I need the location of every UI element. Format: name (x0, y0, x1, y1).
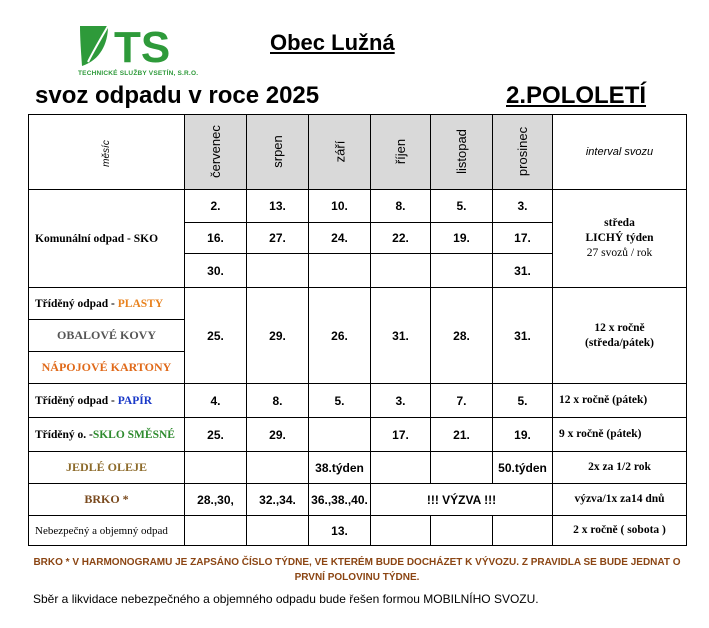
month-header: říjen (371, 115, 431, 190)
schedule-table (28, 114, 687, 546)
table-cell: 50.týden (493, 452, 553, 484)
label-prefix: Tříděný o. - (35, 428, 93, 441)
brko-note: BRKO * V HARMONOGRAMU JE ZAPSÁNO ČÍSLO TÝDNE, VE KTERÉM BUDE DOCHÁZET K VÝVOZU. Z PRAVIDLA SE BUDE JEDNAT O PRVNÍ POLOVINU TÝDNE. (33, 557, 681, 583)
plasty-label (29, 288, 185, 320)
table-cell (371, 254, 431, 288)
table-cell: 29. (247, 418, 309, 452)
table-cell: 16. (185, 223, 247, 254)
table-cell: 3. (493, 190, 553, 223)
table-cell: 21. (431, 418, 493, 452)
sko-interval (553, 190, 687, 288)
table-cell: 38.týden (309, 452, 371, 484)
interval-line: (středa/pátek) (585, 336, 654, 349)
logo-subtitle: TECHNICKÉ SLUŽBY VSETÍN, S.R.O. (78, 70, 199, 77)
month-header: prosinec (493, 115, 553, 190)
table-cell: 13. (309, 516, 371, 546)
interval-line: 12 x ročně (594, 321, 645, 334)
brko-vyzva: !!! VÝZVA !!! (371, 484, 553, 516)
papir-name: PAPÍR (117, 394, 153, 407)
table-cell: 19. (493, 418, 553, 452)
table-cell: 8. (247, 384, 309, 418)
table-cell: 2. (185, 190, 247, 223)
table-cell (309, 418, 371, 452)
table-cell: 5. (309, 384, 371, 418)
sklo-name: SKLO SMĚSNÉ (92, 428, 175, 441)
table-cell: 32.,34. (247, 484, 309, 516)
month-header: listopad (431, 115, 493, 190)
sklo-interval: 9 x ročně (pátek) (553, 418, 687, 452)
plasty-name: PLASTY (117, 297, 164, 310)
table-row (29, 288, 687, 320)
table-row (29, 484, 687, 516)
table-cell (309, 254, 371, 288)
month-header: červenec (185, 115, 247, 190)
table-cell (371, 516, 431, 546)
table-cell (247, 254, 309, 288)
table-cell: 17. (493, 223, 553, 254)
interval-line: 27 svozů / rok (586, 247, 653, 259)
table-cell: 19. (431, 223, 493, 254)
sklo-label (29, 418, 185, 452)
header-row (29, 115, 687, 190)
brko-label: BRKO * (29, 484, 185, 516)
table-cell: 10. (309, 190, 371, 223)
brko-interval: výzva/1x za14 dnů (553, 484, 687, 516)
label-prefix: Tříděný odpad - (35, 394, 118, 407)
papir-label (29, 384, 185, 418)
table-cell (431, 452, 493, 484)
table-row (29, 516, 687, 546)
table-cell: 22. (371, 223, 431, 254)
table-cell (185, 516, 247, 546)
table-cell: 24. (309, 223, 371, 254)
papir-interval: 12 x ročně (pátek) (553, 384, 687, 418)
table-cell: 27. (247, 223, 309, 254)
table-cell: 13. (247, 190, 309, 223)
table-cell: 30. (185, 254, 247, 288)
month-header: září (309, 115, 371, 190)
olej-label: JEDLÉ OLEJE (29, 452, 185, 484)
table-row (29, 190, 687, 223)
table-cell (247, 452, 309, 484)
month-col-header: měsíc (29, 115, 185, 190)
page-title: svoz odpadu v roce 2025 (35, 82, 320, 109)
table-row (29, 452, 687, 484)
label-prefix: Tříděný odpad - (35, 297, 118, 310)
table-cell: 26. (309, 288, 371, 384)
table-cell: 3. (371, 384, 431, 418)
table-cell (431, 516, 493, 546)
table-row (29, 384, 687, 418)
table-cell: 5. (493, 384, 553, 418)
table-cell (431, 254, 493, 288)
table-cell (247, 516, 309, 546)
table-cell: 31. (371, 288, 431, 384)
table-cell: 28. (431, 288, 493, 384)
table-cell (371, 452, 431, 484)
table-cell: 5. (431, 190, 493, 223)
table-cell: 25. (185, 418, 247, 452)
table-cell: 36.,38.,40. (309, 484, 371, 516)
table-cell (185, 452, 247, 484)
kovy-label: OBALOVÉ KOVY (29, 320, 185, 352)
table-cell: 7. (431, 384, 493, 418)
interval-line: LICHÝ týden (585, 232, 654, 244)
interval-header: interval svozu (553, 115, 687, 190)
table-row (29, 418, 687, 452)
olej-interval: 2x za 1/2 rok (553, 452, 687, 484)
table-cell: 31. (493, 288, 553, 384)
table-cell (493, 516, 553, 546)
mobile-collection-note: Sběr a likvidace nebezpečného a objemného odpadu bude řešen formou MOBILNÍHO SVOZU. (33, 592, 539, 606)
nebezpecny-interval: 2 x ročně ( sobota ) (553, 516, 687, 546)
table-cell: 17. (371, 418, 431, 452)
municipality-title: Obec Lužná (270, 30, 395, 55)
period-title: 2.POLOLETÍ (506, 82, 647, 109)
month-header: srpen (247, 115, 309, 190)
nebezpecny-label: Nebezpečný a objemný odpad (29, 516, 185, 546)
sko-label: Komunální odpad - SKO (29, 190, 185, 288)
table-cell: 25. (185, 288, 247, 384)
table-cell: 8. (371, 190, 431, 223)
table-cell: 4. (185, 384, 247, 418)
plasty-interval (553, 288, 687, 384)
table-cell: 31. (493, 254, 553, 288)
table-cell: 28.,30, (185, 484, 247, 516)
logo-mark: TS (114, 23, 171, 72)
table-cell: 29. (247, 288, 309, 384)
kartony-label: NÁPOJOVÉ KARTONY (29, 352, 185, 384)
interval-line: středa (604, 217, 635, 229)
